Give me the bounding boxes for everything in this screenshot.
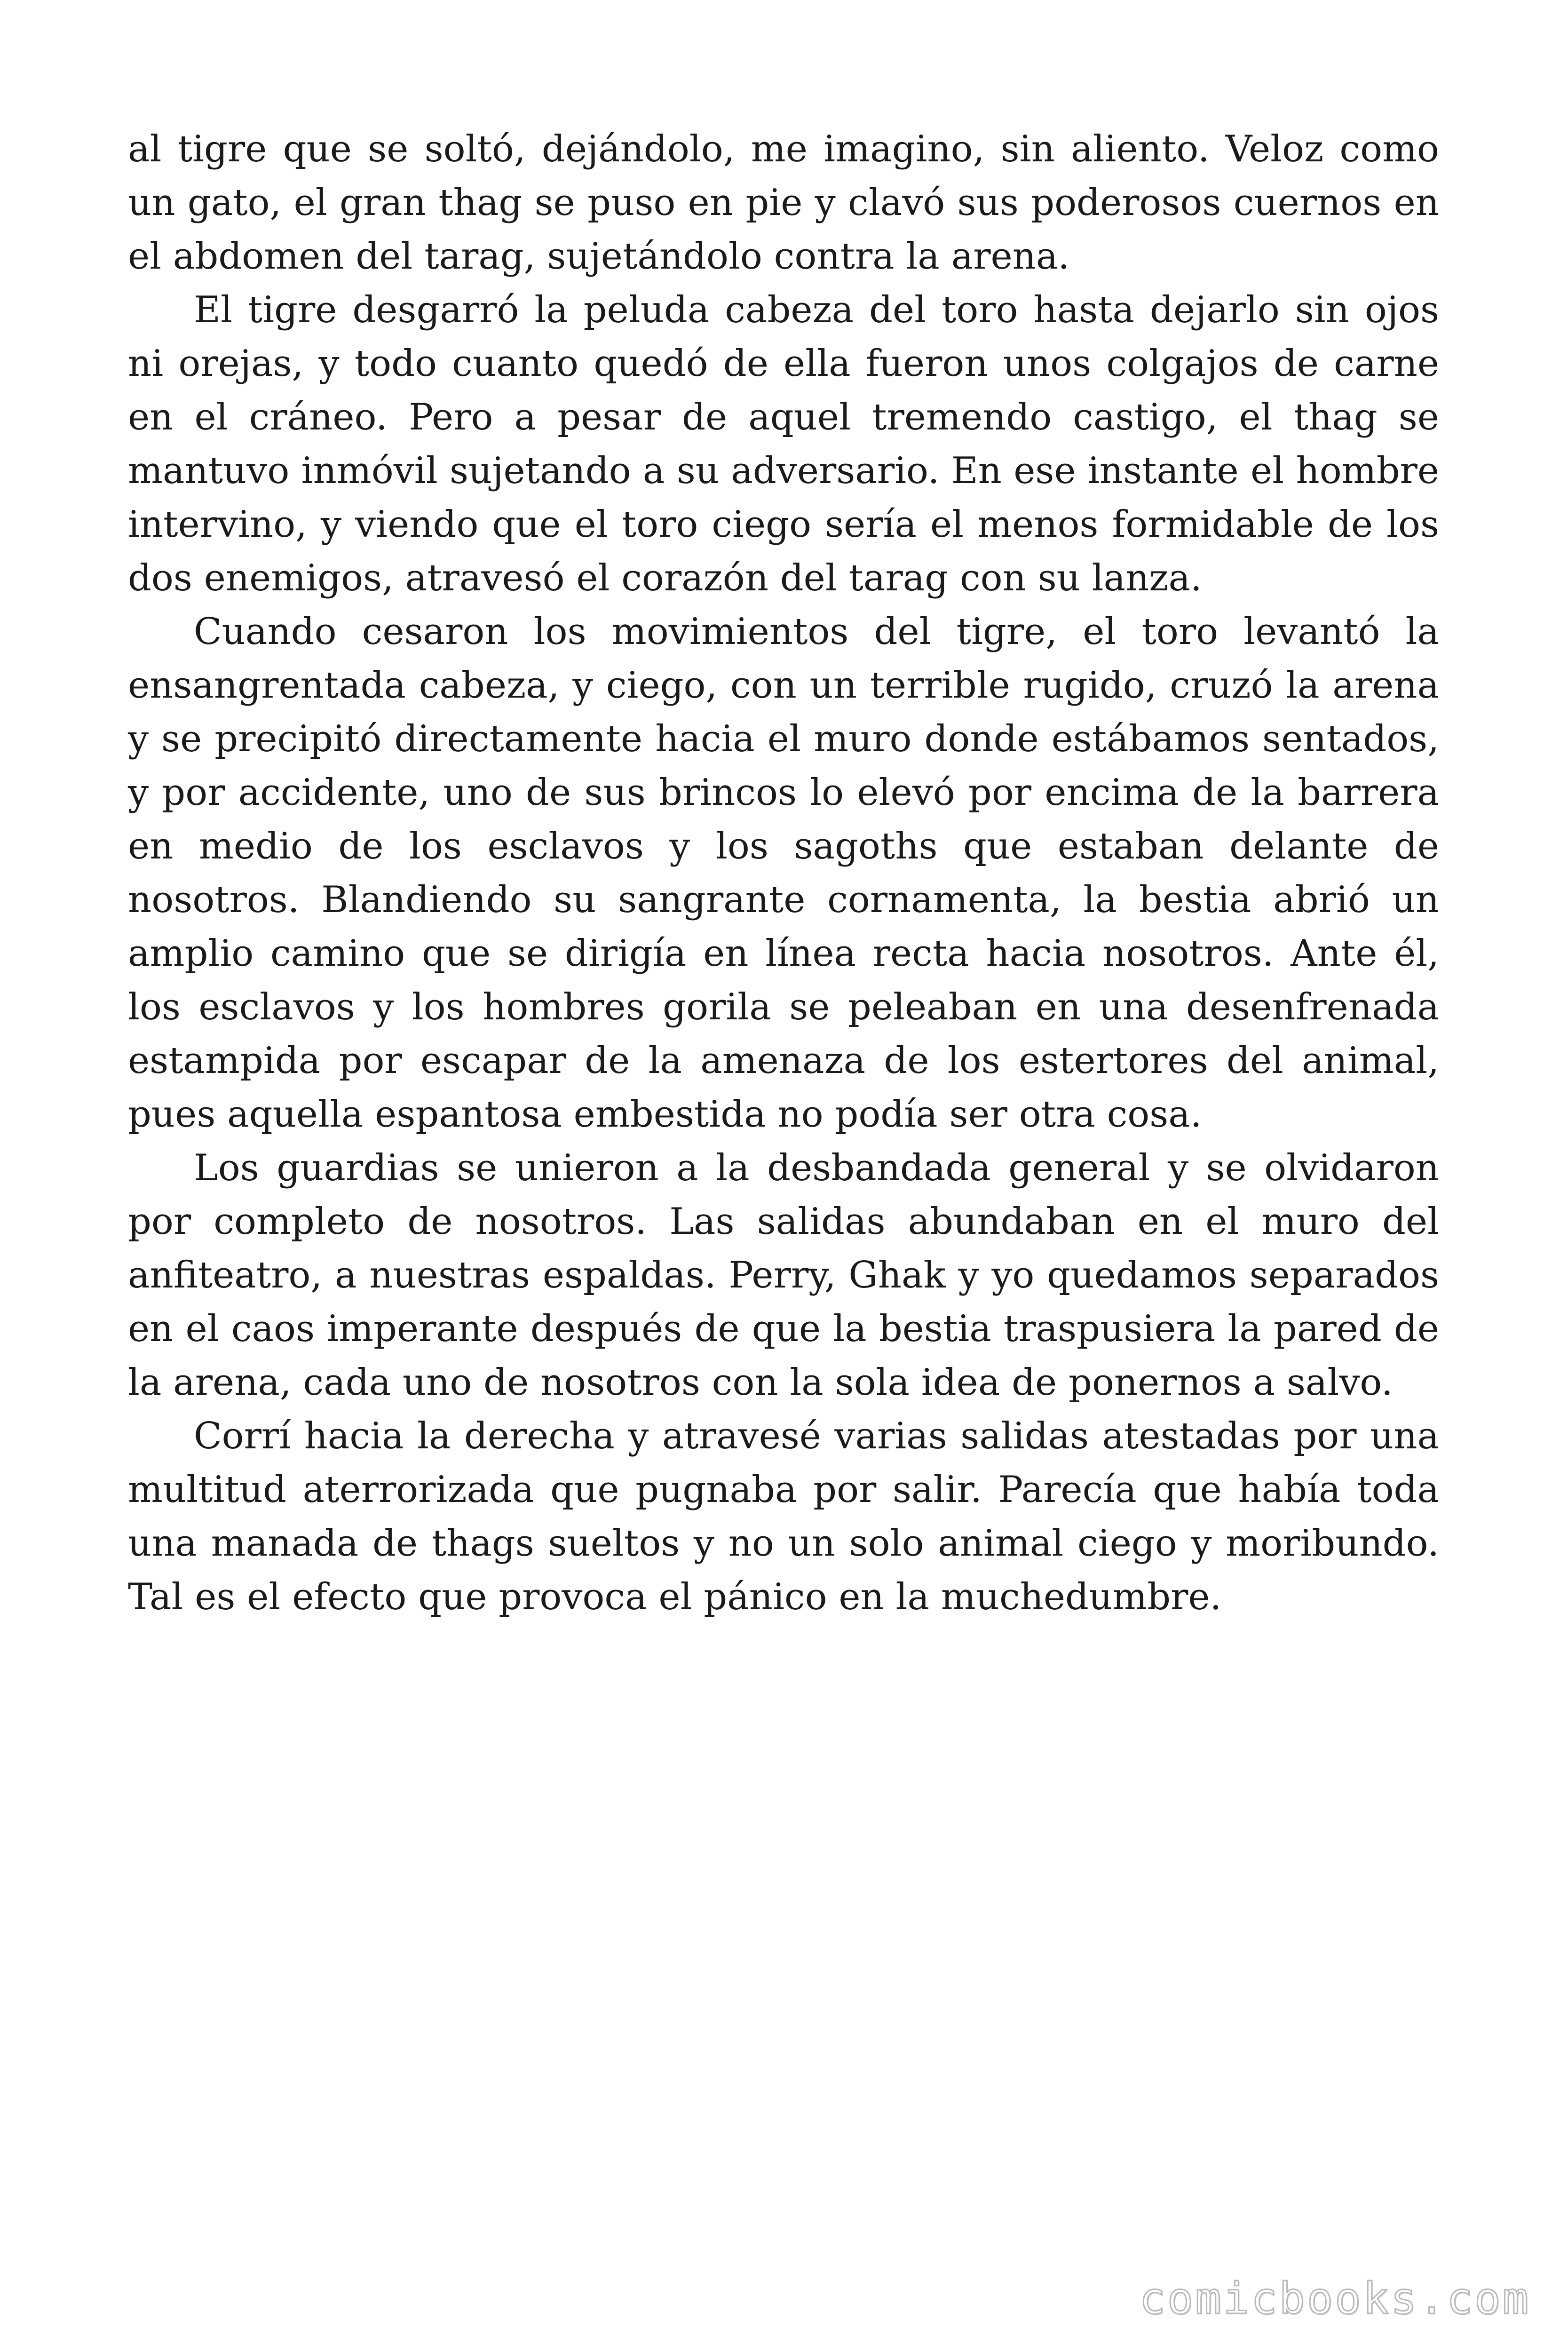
paragraph-4: Los guardias se unieron a la desbandada general y se olvidaron por completo de nosotros. Las salidas abundaban en el muro del anfiteatro, a nuestras espaldas. Perry, Ghak y yo quedamos separados en el caos imperante después de que la bestia traspusiera la pared de la arena, cada uno de nosotros con la sola idea de ponernos a salvo. [128,1147,1439,1404]
paragraph-5: Corrí hacia la derecha y atravesé varias salidas atestadas por una multitud aterrorizada que pugnaba por salir. Parecía que había toda una manada de thags sueltos y no un solo animal ciego y moribundo. Tal es el efecto que provoca el pánico en la muchedumbre. [128,1415,1439,1618]
body-text [128,122,1439,1624]
paragraph-2: El tigre desgarró la peluda cabeza del toro hasta dejarlo sin ojos ni orejas, y todo cuanto quedó de ella fueron unos colgajos de carne en el cráneo. Pero a pesar de aquel tremendo castigo, el thag se mantuvo inmóvil sujetando a su adversario. En ese instante el hombre intervino, y viendo que el toro ciego sería el menos formidable de los dos enemigos, atravesó el corazón del tarag con su lanza. [128,289,1439,599]
watermark-text: comicbooks.com [1139,2273,1530,2324]
paragraph-1: al tigre que se soltó, dejándolo, me imagino, sin aliento. Veloz como un gato, el gran thag se puso en pie y clavó sus poderosos cuernos en el abdomen del tarag, sujetándolo contra la arena. [128,128,1439,278]
paragraph-3: Cuando cesaron los movimientos del tigre, el toro levantó la ensangrentada cabeza, y ciego, con un terrible rugido, cruzó la arena y se precipitó directamente hacia el muro donde estábamos sentados, y por accidente, uno de sus brincos lo elevó por encima de la barrera en medio de los esclavos y los sagoths que estaban delante de nosotros. Blandiendo su sangrante cornamenta, la bestia abrió un amplio camino que se dirigía en línea recta hacia nosotros. Ante él, los esclavos y los hombres gorila se peleaban en una desenfrenada estampida por escapar de la amenaza de los estertores del animal, pues aquella espantosa embestida no podía ser otra cosa. [128,611,1439,1136]
